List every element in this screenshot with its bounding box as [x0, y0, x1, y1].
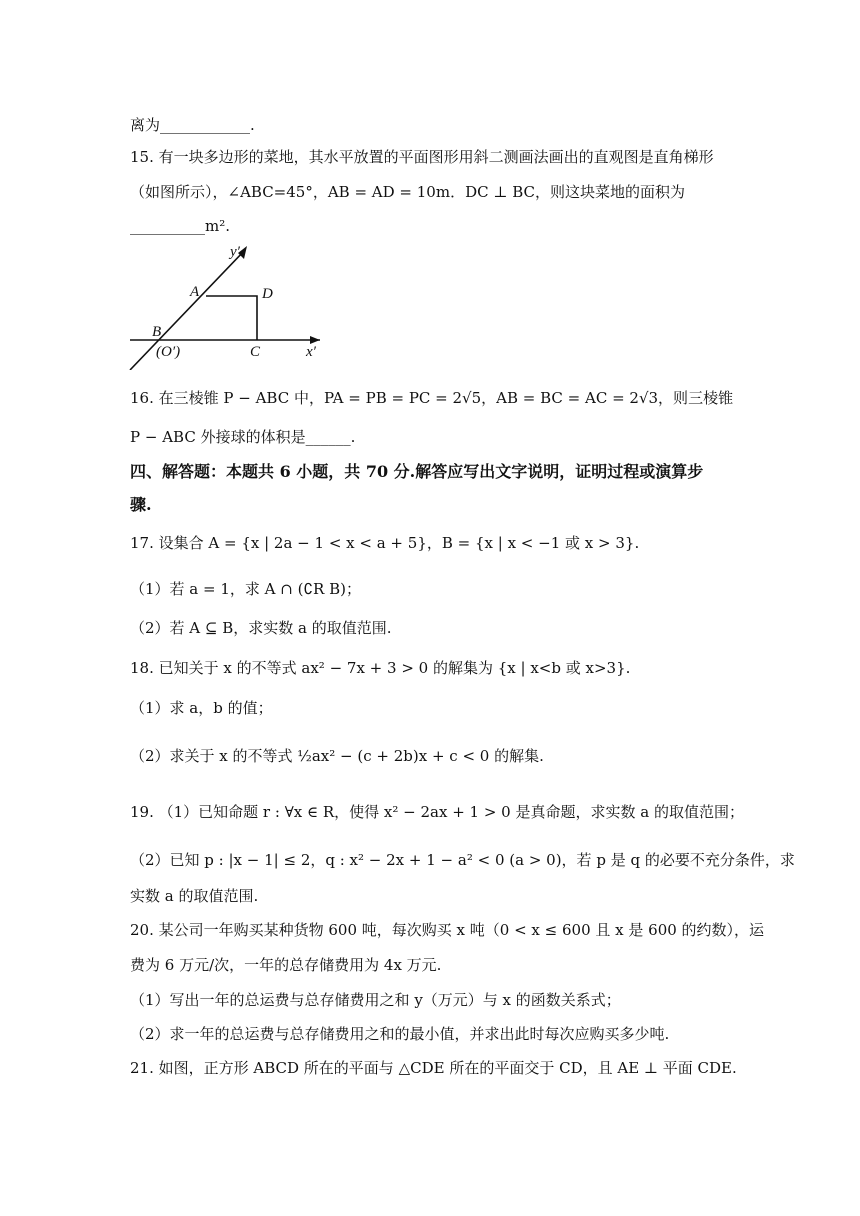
q14-blank-line: 离为____________.	[130, 116, 255, 134]
q20-part1: （1）写出一年的总运费与总存储费用之和 y（万元）与 x 的函数关系式；	[130, 991, 621, 1009]
section-heading-2: 骤.	[130, 495, 152, 514]
q18-part1: （1）求 a，b 的值；	[130, 699, 273, 717]
q19-part1: 19. （1）已知命题 r : ∀x ∈ R，使得 x² − 2ax + 1 > 0 是真命题，求实数 a 的取值范围；	[130, 803, 744, 821]
trapezoid-edges	[206, 296, 257, 340]
q15-text-2: （如图所示），∠ABC=45°，AB = AD = 10m．DC ⊥ BC，则这块菜地的面积为	[130, 183, 685, 201]
q17-part1: （1）若 a = 1，求 A ∩ (∁R B)；	[130, 580, 361, 598]
q17-text: 17. 设集合 A = {x | 2a − 1 < x < a + 5}，B = {x | x < −1 或 x > 3}.	[130, 534, 640, 552]
label-A: A	[190, 284, 200, 300]
q16-text: 16. 在三棱锥 P − ABC 中，PA = PB = PC = 2√5，AB = BC = AC = 2√3，则三棱锥	[130, 389, 734, 407]
q20-text: 20. 某公司一年购买某种货物 600 吨，每次购买 x 吨（0 < x ≤ 600 且 x 是 600 的约数），运	[130, 921, 765, 939]
trapezoid-figure	[120, 240, 340, 370]
label-B: B	[152, 324, 162, 340]
q18-part2: （2）求关于 x 的不等式 ½ax² − (c + 2b)x + c < 0 的解集.	[130, 747, 544, 765]
q20-part2: （2）求一年的总运费与总存储费用之和的最小值，并求出此时每次应购买多少吨.	[130, 1025, 670, 1043]
label-C: C	[250, 344, 261, 360]
q18-text: 18. 已知关于 x 的不等式 ax² − 7x + 3 > 0 的解集为 {x | x<b 或 x>3}.	[130, 659, 631, 677]
x-axis-arrow	[310, 336, 320, 344]
q16-text-2: P − ABC 外接球的体积是______.	[130, 428, 356, 446]
label-x-prime: x′	[306, 344, 316, 360]
q17-part2: （2）若 A ⊆ B，求实数 a 的取值范围.	[130, 619, 392, 637]
q15-text: 15. 有一块多边形的菜地，其水平放置的平面图形用斜二测画法画出的直观图是直角梯形	[130, 148, 714, 166]
q15-blank: __________m².	[130, 217, 231, 235]
q20-text-2: 费为 6 万元/次，一年的总存储费用为 4x 万元.	[130, 956, 442, 974]
label-D: D	[262, 286, 273, 302]
y-axis	[130, 250, 245, 370]
q19-part2: （2）已知 p : |x − 1| ≤ 2，q : x² − 2x + 1 − a² < 0 (a > 0)，若 p 是 q 的必要不充分条件，求	[130, 851, 795, 869]
label-y-prime: y′	[230, 244, 240, 260]
q21-text: 21. 如图，正方形 ABCD 所在的平面与 △CDE 所在的平面交于 CD，且 AE ⊥ 平面 CDE.	[130, 1059, 737, 1077]
section-heading: 四、解答题：本题共 6 小题，共 70 分.解答应写出文字说明，证明过程或演算步	[130, 462, 704, 481]
label-O-prime: (O′)	[156, 344, 181, 360]
q19-part2-cont: 实数 a 的取值范围.	[130, 887, 259, 905]
